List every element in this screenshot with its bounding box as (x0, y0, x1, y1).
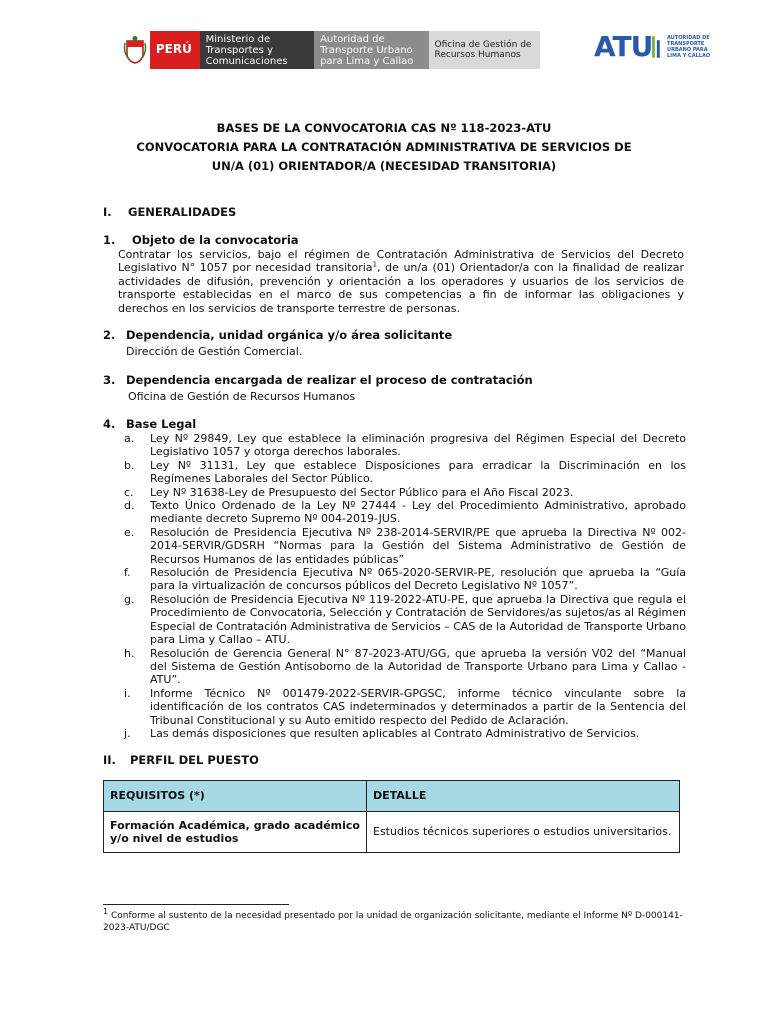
subsection-2-title: Dependencia, unidad orgánica y/o área solicitante (126, 328, 453, 342)
document-title-line-3: UN/A (01) ORIENTADOR/A (NECESIDAD TRANSITORIA) (211, 159, 557, 173)
atu-logo-text: ATU (594, 30, 653, 64)
atu-logo-mark-icon (650, 34, 664, 60)
list-item: j. Las demás disposiciones que resulten aplicables al Contrato Administrativo de Servicios. (124, 726, 640, 740)
footnote-number: 1 (103, 907, 109, 916)
table-row (104, 812, 680, 853)
atu-logo (594, 30, 714, 64)
footnote-ref: 1 (372, 260, 378, 269)
subsection-2-text: Dirección de Gestión Comercial. (126, 345, 303, 358)
coat-of-arms-icon (120, 30, 150, 70)
list-item: d. Texto Único Ordenado de la Ley Nº 27444 - Ley del Procedimiento Administrativo, aprobado mediante decreto Supremo Nº 004-2019-JUS. (124, 499, 686, 526)
list-item: g. Resolución de Presidencia Ejecutiva Nº 119-2022-ATU-PE, que aprueba la Directiva que regula el Procedimiento de Convocatoria, Selección y Contratación de Servidores/as sujetos/as al Régimen Especial de Contratación Administrativa de Servicios – CAS de la Autoridad de Transporte Urbano para Lima y Callao – ATU. (124, 592, 686, 647)
list-item: a. Ley Nº 29849, Ley que establece la eliminación progresiva del Régimen Especial del Decreto Legislativo 1057 y otorga derechos laborales. (124, 432, 686, 459)
legal-basis-list (124, 432, 686, 740)
footnote-text: Conforme al sustento de la necesidad presentado por la unidad de organización solicitante, mediante el Informe Nº D-000141-2023-ATU/DGC (103, 911, 683, 933)
table-header-detail: DETALLE (367, 781, 680, 812)
section-2-title: PERFIL DEL PUESTO (130, 753, 259, 767)
table-header-requirements: REQUISITOS (*) (104, 781, 367, 812)
list-item: i. Informe Técnico Nº 001479-2022-SERVIR-GPGSC, informe técnico vinculante sobre la identificación de los contratos CAS indeterminados y determinados a partir de la Sentencia del Tribunal Constitucional y su Auto emitido respecto del Pedido de Aclaración. (124, 686, 686, 727)
subsection-3-text: Oficina de Gestión de Recursos Humanos (128, 390, 356, 403)
list-item: b. Ley Nº 31131, Ley que establece Disposiciones para erradicar la Discriminación en los Regímenes Laborales del Sector Público. (124, 458, 686, 486)
country-label: PERÚ (150, 31, 200, 69)
document-title-line-1: BASES DE LA CONVOCATORIA CAS Nº 118-2023-ATU (216, 121, 552, 135)
job-profile-table (103, 780, 680, 853)
document-title-line-2: CONVOCATORIA PARA LA CONTRATACIÓN ADMINISTRATIVA DE SERVICIOS DE (136, 140, 632, 154)
table-cell: Formación Académica, grado académico y/o nivel de estudios (104, 812, 367, 853)
list-item: e. Resolución de Presidencia Ejecutiva Nº 238-2014-SERVIR/PE que aprueba la Directiva Nº 002-2014-SERVIR/GDSRH “Normas para la Gestión del Sistema Administrativo de Gestión de Recursos Humanos de las entidades públicas” (124, 525, 686, 566)
table-header-row (104, 781, 680, 812)
list-item: f. Resolución de Presidencia Ejecutiva Nº 065-2020-SERVIR-PE, resolución que aprueba la “Guía para la virtualización de concursos públicos del Decreto Legislativo Nº 1057”. (124, 566, 686, 593)
subsection-1-number: 1. (103, 233, 116, 247)
list-item: c. Ley Nº 31638-Ley de Presupuesto del Sector Público para el Año Fiscal 2023. (124, 485, 574, 499)
atu-logo-subtitle: AUTORIDAD DE TRANSPORTE URBANO PARA LIMA Y CALLAO (667, 35, 711, 59)
subsection-2-number: 2. (103, 328, 116, 342)
authority-label: Autoridad de Transporte Urbano para Lima y Callao (314, 31, 428, 69)
subsection-4-number: 4. (103, 417, 116, 431)
subsection-4-title: Base Legal (126, 417, 197, 431)
footnote-divider (103, 904, 289, 905)
section-1-number: I. (103, 205, 112, 219)
subsection-1-title: Objeto de la convocatoria (132, 233, 299, 247)
subsection-1-text: Contratar los servicios, bajo el régimen de Contratación Administrativa de Servicios del Decreto Legislativo N° 1057 por necesidad transitoria$^1$, de un/a (01) Orientador/a con la finalidad de realizar actividades de difusión, prevención y orientación a los operadores y usuarios de los servicios de transporte establecidas en el marco de sus competencias a fin de informar las obligaciones y derechos en los servicios de transporte terrestre de personas. (118, 248, 684, 315)
footnote (103, 907, 687, 934)
header-banner (120, 30, 540, 70)
section-2-number: II. (103, 753, 116, 767)
subsection-3-number: 3. (103, 373, 116, 387)
list-item: h. Resolución de Gerencia General N° 87-2023-ATU/GG, que aprueba la versión V02 del “Manual del Sistema de Gestión Antisoborno de la Autoridad de Transporte Urbano para Lima y Callao - ATU”. (124, 646, 686, 687)
ministry-label: Ministerio de Transportes y Comunicaciones (200, 31, 314, 69)
section-1-title: GENERALIDADES (128, 205, 237, 219)
office-label: Oficina de Gestión de Recursos Humanos (429, 31, 540, 69)
table-cell: Estudios técnicos superiores o estudios universitarios. (367, 812, 680, 853)
subsection-3-title: Dependencia encargada de realizar el proceso de contratación (126, 373, 533, 387)
